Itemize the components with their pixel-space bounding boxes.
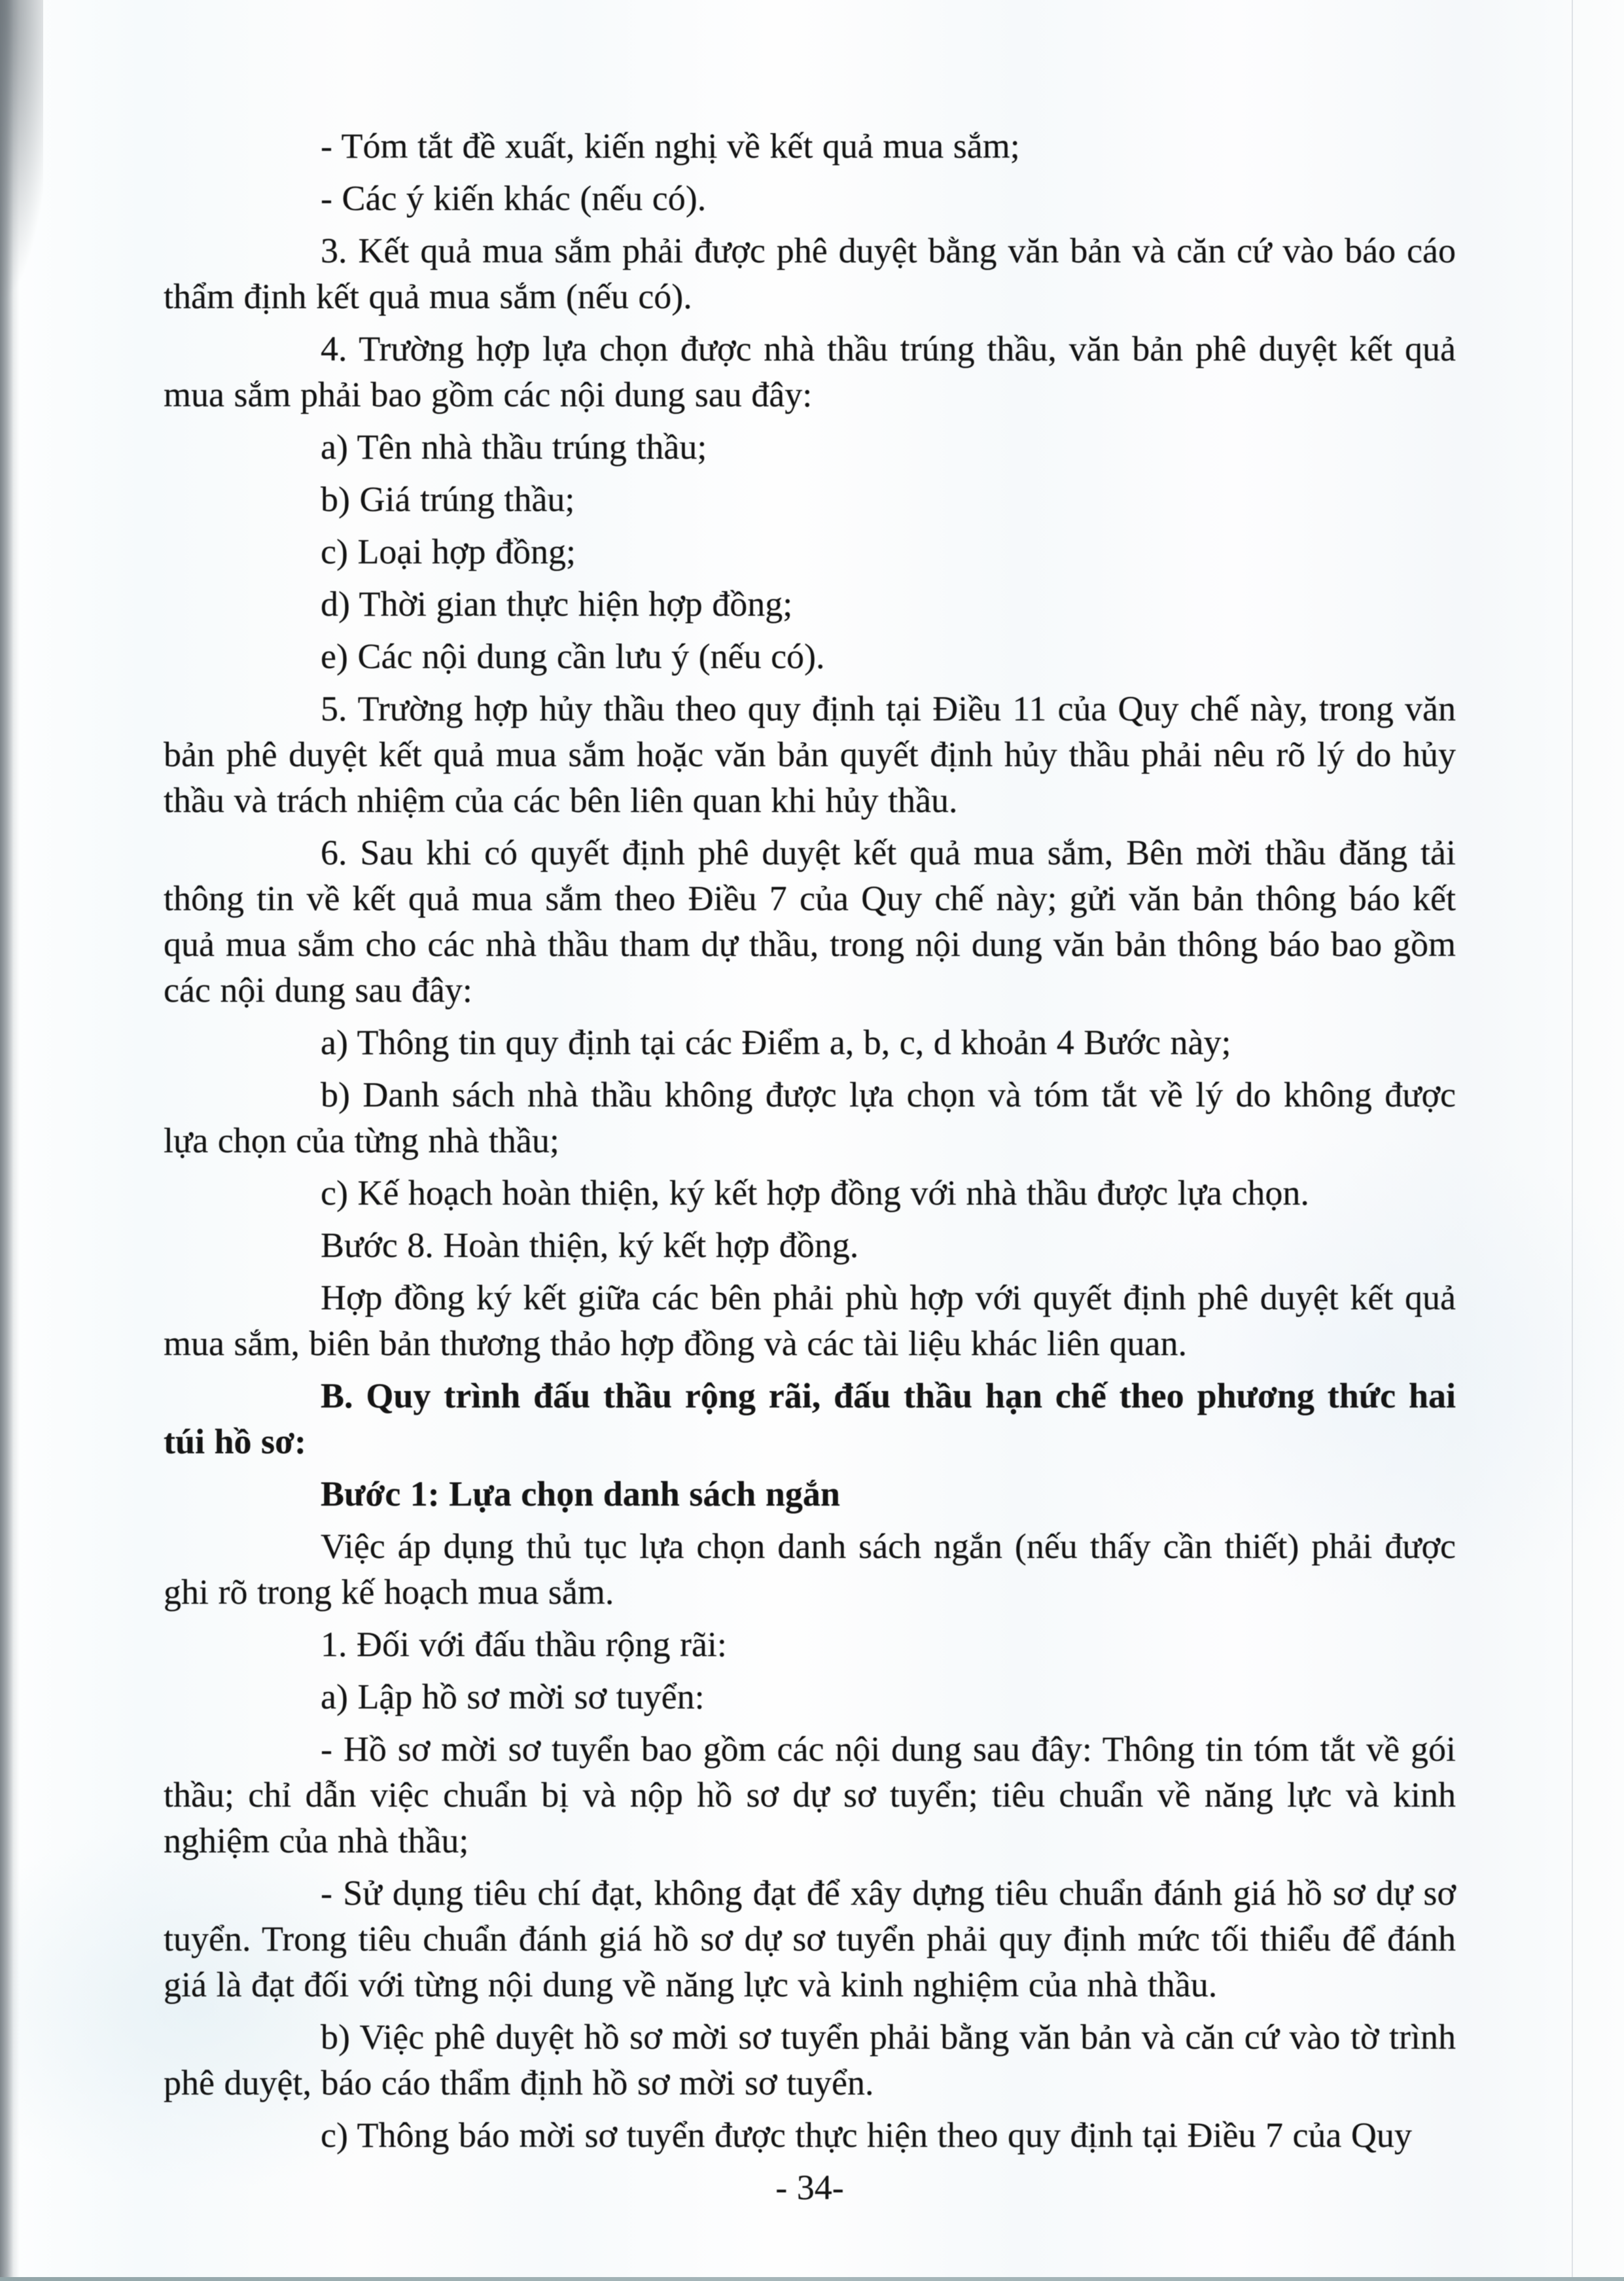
list-item: b) Danh sách nhà thầu không được lựa chọn và tóm tắt về lý do không được lựa chọn của từng nhà thầu; — [164, 1075, 1456, 1160]
list-item: d) Thời gian thực hiện hợp đồng; — [321, 584, 793, 624]
paragraph: c) Thông báo mời sơ tuyển được thực hiện theo quy định tại Điều 7 của Quy — [321, 2115, 1412, 2155]
paragraph: 4. Trường hợp lựa chọn được nhà thầu trúng thầu, văn bản phê duyệt kết quả mua sắm phải bao gồm các nội dung sau đây: — [164, 329, 1456, 414]
paragraph: 3. Kết quả mua sắm phải được phê duyệt bằng văn bản và căn cứ vào báo cáo thẩm định kết quả mua sắm (nếu có). — [164, 231, 1456, 316]
list-item: c) Loại hợp đồng; — [321, 532, 576, 571]
list-item: e) Các nội dung cần lưu ý (nếu có). — [321, 637, 825, 676]
paragraph: - Sử dụng tiêu chí đạt, không đạt để xây dựng tiêu chuẩn đánh giá hồ sơ dự sơ tuyển. Trong tiêu chuẩn đánh giá hồ sơ dự sơ tuyển phải quy định mức tối thiểu để đánh giá là đạt đối với từng nội dung về năng lực và kinh nghiệm của nhà thầu. — [164, 1873, 1456, 2004]
list-item: b) Giá trúng thầu; — [321, 480, 575, 519]
paragraph: 6. Sau khi có quyết định phê duyệt kết quả mua sắm, Bên mời thầu đăng tải thông tin về kết quả mua sắm theo Điều 7 của Quy chế này; gửi văn bản thông báo kết quả mua sắm cho các nhà thầu tham dự thầu, trong nội dung văn bản thông báo bao gồm các nội dung sau đây: — [164, 833, 1456, 1010]
paragraph: Hợp đồng ký kết giữa các bên phải phù hợp với quyết định phê duyệt kết quả mua sắm, biên bản thương thảo hợp đồng và các tài liệu khác liên quan. — [164, 1278, 1456, 1363]
scan-right-streak — [1572, 0, 1573, 2281]
paragraph: Việc áp dụng thủ tục lựa chọn danh sách ngắn (nếu thấy cần thiết) phải được ghi rõ trong kế hoạch mua sắm. — [164, 1527, 1456, 1612]
paragraph: a) Lập hồ sơ mời sơ tuyển: — [321, 1677, 705, 1716]
paragraph: - Tóm tắt đề xuất, kiến nghị về kết quả mua sắm; — [321, 126, 1020, 166]
list-item: a) Thông tin quy định tại các Điểm a, b, c, d khoản 4 Bước này; — [321, 1023, 1231, 1062]
paragraph: 5. Trường hợp hủy thầu theo quy định tại Điều 11 của Quy chế này, trong văn bản phê duyệt kết quả mua sắm hoặc văn bản quyết định hủy thầu phải nêu rõ lý do hủy thầu và trách nhiệm của các bên liên quan khi hủy thầu. — [164, 689, 1456, 820]
scan-left-edge-curve — [0, 0, 43, 406]
scan-bottom-edge-line — [0, 2277, 1624, 2281]
list-item: a) Tên nhà thầu trúng thầu; — [321, 427, 707, 467]
step-1-heading: Bước 1: Lựa chọn danh sách ngắn — [321, 1474, 840, 1513]
document-body — [164, 123, 1456, 2210]
list-item: c) Kế hoạch hoàn thiện, ký kết hợp đồng với nhà thầu được lựa chọn. — [321, 1173, 1309, 1212]
paragraph: b) Việc phê duyệt hồ sơ mời sơ tuyển phải bằng văn bản và căn cứ vào tờ trình phê duyệt, báo cáo thẩm định hồ sơ mời sơ tuyển. — [164, 2017, 1456, 2102]
paragraph: - Hồ sơ mời sơ tuyển bao gồm các nội dung sau đây: Thông tin tóm tắt về gói thầu; chỉ dẫn việc chuẩn bị và nộp hồ sơ dự sơ tuyển; tiêu chuẩn về năng lực và kinh nghiệm của nhà thầu; — [164, 1729, 1456, 1860]
page-number: - 34- — [775, 2168, 844, 2207]
section-heading-b: B. Quy trình đấu thầu rộng rãi, đấu thầu hạn chế theo phương thức hai túi hồ sơ: — [164, 1376, 1456, 1461]
paragraph: - Các ý kiến khác (nếu có). — [321, 179, 707, 218]
paragraph: Bước 8. Hoàn thiện, ký kết hợp đồng. — [321, 1226, 859, 1265]
paragraph: 1. Đối với đấu thầu rộng rãi: — [321, 1625, 727, 1664]
